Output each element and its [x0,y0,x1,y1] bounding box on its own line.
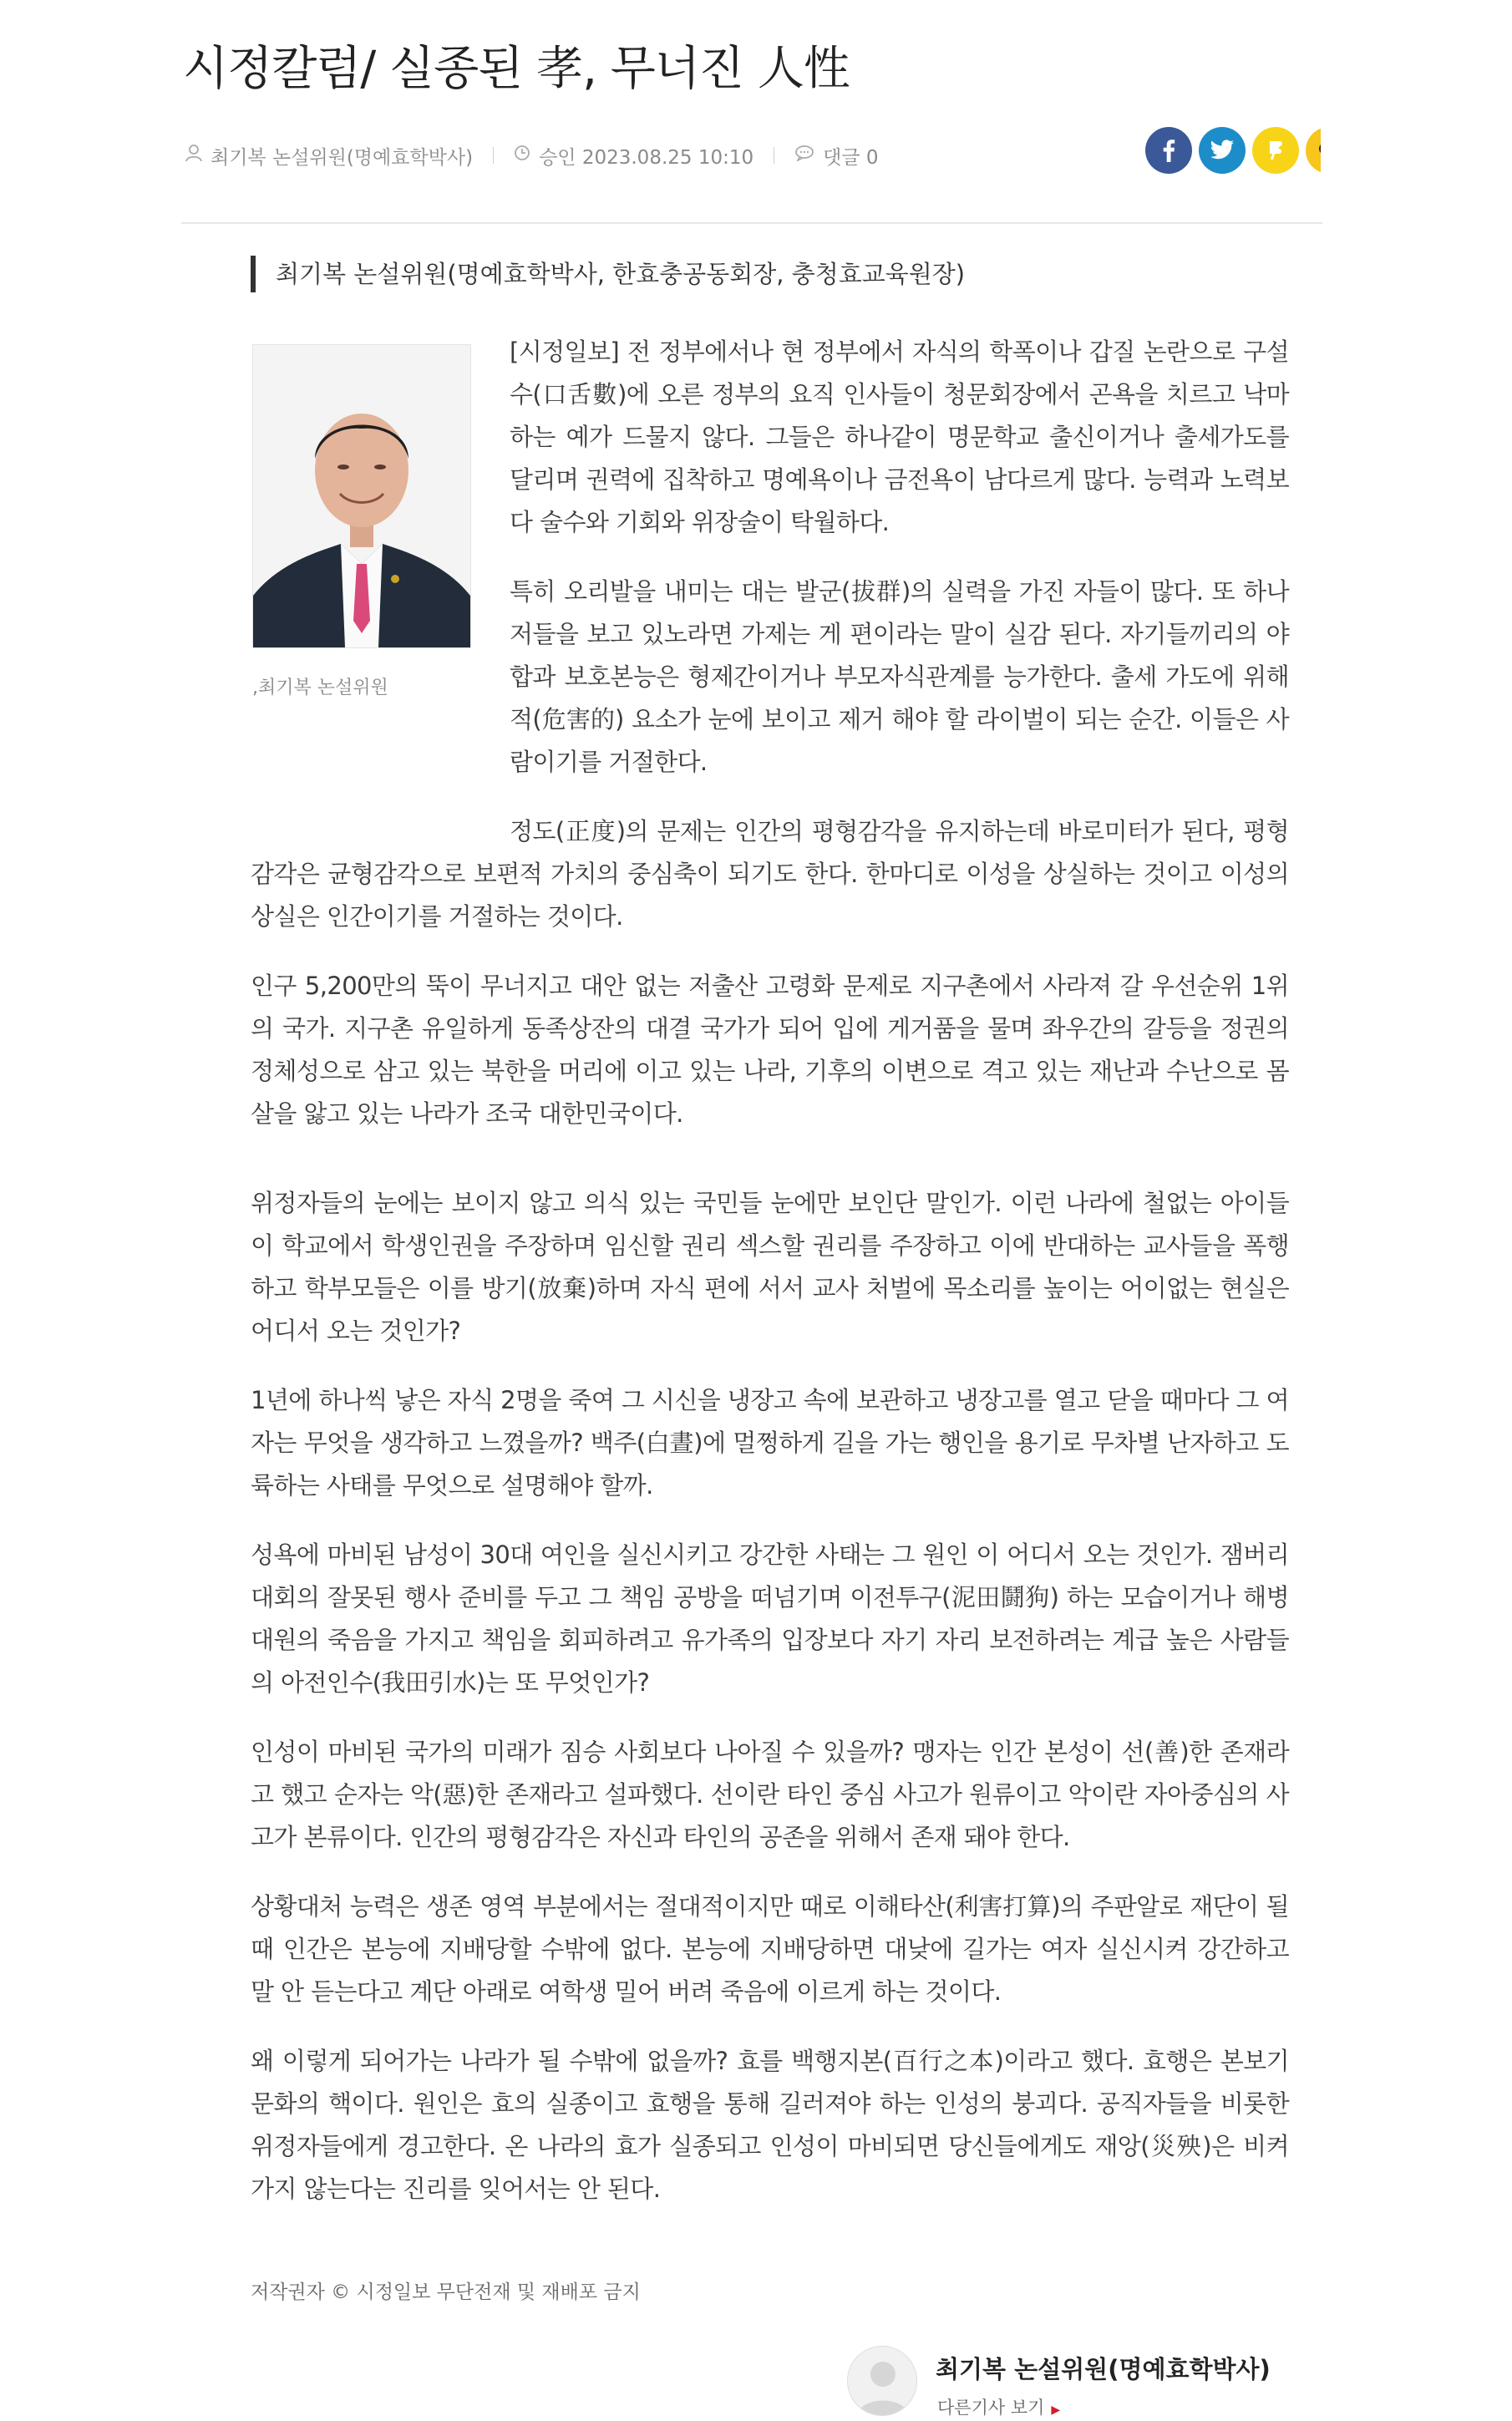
article-paragraph: 인성이 마비된 국가의 미래가 짐승 사회보다 나아질 수 있을까? 맹자는 인간 본성이 선(善)한 존재라고 했고 순자는 악(惡)한 존재라고 설파했다. 선이란 타인 중심 사고가 원류이고 악이란 자아중심의 사고가 본류이다. 인간의 평형감각은 자신과 타인의 공존을 위해서 존재 돼야 한다. [251,1738,1289,1851]
other-articles-label[interactable]: 다른기사 보기 [937,2398,1045,2418]
meta-author-text[interactable]: 최기복 논설위원(명예효학박사) [211,146,474,169]
meta-author [185,142,473,170]
header-divider [181,222,1322,224]
meta-comments[interactable] [794,142,878,170]
meta-divider [493,147,494,164]
clock-icon [514,145,530,166]
article-body [251,331,1289,2237]
copyright-notice: 저작권자 © 시정일보 무단전재 및 재배포 금지 [251,2281,641,2303]
user-icon [185,144,202,167]
facebook-share-button[interactable] [1145,127,1192,174]
facebook-icon [1162,139,1175,162]
twitter-bird-icon [1210,140,1235,161]
article-paragraph: [시정일보] 전 정부에서나 현 정부에서 자식의 학폭이나 갑질 논란으로 구설수(口舌數)에 오른 정부의 요직 인사들이 청문회장에서 곤욕을 치르고 낙마하는 예가 드물지 않다. 그들은 하나같이 명문학교 출신이거나 출세가도를 달리며 권력에 집착하고 명예욕이나 금전욕이 남다르게 많다. 능력과 노력보다 술수와 기회와 위장술이 탁월하다. [510,338,1289,536]
kakaostory-share-button[interactable] [1252,127,1299,174]
article-title: 시정칼럼/ 실종된 孝, 무너진 人性 [183,42,850,96]
author-box-name[interactable]: 최기복 논설위원(명예효학박사) [936,2355,1271,2383]
kakaostory-icon [1266,140,1285,161]
avatar[interactable] [847,2346,917,2416]
article-paragraph: 인구 5,200만의 뚝이 무너지고 대안 없는 저출산 고령화 문제로 지구촌에서 사라져 갈 우선순위 1위의 국가. 지구촌 유일하게 동족상잔의 대결 국가가 되어 입에 게거품을 물며 좌우간의 갈등을 정권의 정체성으로 삼고 있는 북한을 머리에 이고 있는 나라, 기후의 이변으로 격고 있는 재난과 수난으로 몸살을 앓고 있는 나라가 조국 대한민국이다. [251,972,1289,1128]
article-meta [185,139,879,172]
photo-float-spacer [251,331,510,819]
twitter-share-button[interactable] [1199,127,1246,174]
article-byline: 최기복 논설위원(명예효학박사, 한효충공동회장, 충청효교육원장) [251,256,965,292]
meta-date-text: 승인 2023.08.25 10:10 [539,146,754,169]
other-articles-link[interactable] [937,2394,1060,2419]
article-paragraph: 1년에 하나씩 낳은 자식 2명을 죽여 그 시신을 냉장고 속에 보관하고 냉장고를 열고 닫을 때마다 그 여자는 무엇을 생각하고 느꼈을까? 백주(白晝)에 멀쩡하게 길을 가는 행인을 용기로 무차별 난자하고 도륙하는 사태를 무엇으로 설명해야 할까. [251,1386,1289,1500]
comment-icon [794,145,814,166]
caret-right-icon: ▶ [1051,2403,1061,2417]
meta-comments-text[interactable]: 댓글 0 [823,146,879,169]
share-buttons [1145,127,1321,177]
kakaotalk-share-button[interactable] [1306,127,1321,174]
author-box [847,2346,1290,2421]
photo-caption: ,최기복 논설위원 [252,678,388,698]
article-paragraph: 특히 오리발을 내미는 대는 발군(拔群)의 실력을 가진 자들이 많다. 또 하나 저들을 보고 있노라면 가제는 게 편이라는 말이 실감 된다. 자기들끼리의 야합과 보호본능은 형제간이거나 부모자식관계를 능가한다. 출세 가도에 위해적(危害的) 요소가 눈에 보이고 제거 해야 할 라이벌이 되는 순간. 이들은 사람이기를 거절한다. [510,577,1289,776]
article-paragraph: 위정자들의 눈에는 보이지 않고 의식 있는 국민들 눈에만 보인단 말인가. 이런 나라에 철없는 아이들이 학교에서 학생인권을 주장하며 임신할 권리 섹스할 권리를 주장하고 이에 반대하는 교사들을 폭행하고 학부모들은 이를 방기(放棄)하며 자식 편에 서서 교사 처벌에 목소리를 높이는 어이없는 현실은 어디서 오는 것인가? [251,1189,1289,1345]
article-paragraph: 상황대처 능력은 생존 영역 부분에서는 절대적이지만 때로 이해타산(利害打算)의 주판알로 재단이 될 때 인간은 본능에 지배당할 수밖에 없다. 본능에 지배당하면 대낮에 길가는 여자 실신시켜 강간하고 말 안 듣는다고 계단 아래로 여학생 밀어 버려 죽음에 이르게 하는 것이다. [251,1892,1289,2006]
article-paragraph: 왜 이렇게 되어가는 나라가 될 수밖에 없을까? 효를 백행지본(百行之本)이라고 했다. 효행은 본보기 문화의 핵이다. 원인은 효의 실종이고 효행을 통해 길러져야 하는 인성의 붕괴다. 공직자들을 비롯한 위정자들에게 경고한다. 온 나라의 효가 실종되고 인성이 마비되면 당신들에게도 재앙(災殃)은 비켜 가지 않는다는 진리를 잊어서는 안 된다. [251,2047,1289,2203]
meta-date [514,142,753,170]
article-paragraph: 성욕에 마비된 남성이 30대 여인을 실신시키고 강간한 사태는 그 원인 이 어디서 오는 것인가. 잼버리 대회의 잘못된 행사 준비를 두고 그 책임 공방을 떠넘기며 이전투구(泥田鬪狗) 하는 모습이거나 해병대원의 죽음을 가지고 책임을 회피하려고 유가족의 입장보다 자기 자리 보전하려는 계급 높은 사람들의 아전인수(我田引水)는 또 무엇인가? [251,1540,1289,1697]
article-paragraph: 정도(正度)의 문제는 인간의 평형감각을 유지하는데 바로미터가 된다, 평형감각은 균형감각으로 보편적 가치의 중심축이 되기도 한다. 한마디로 이성을 상실하는 것이고 이성의 상실은 인간이기를 거절하는 것이다. [251,817,1289,931]
kakaotalk-icon [1317,140,1321,160]
